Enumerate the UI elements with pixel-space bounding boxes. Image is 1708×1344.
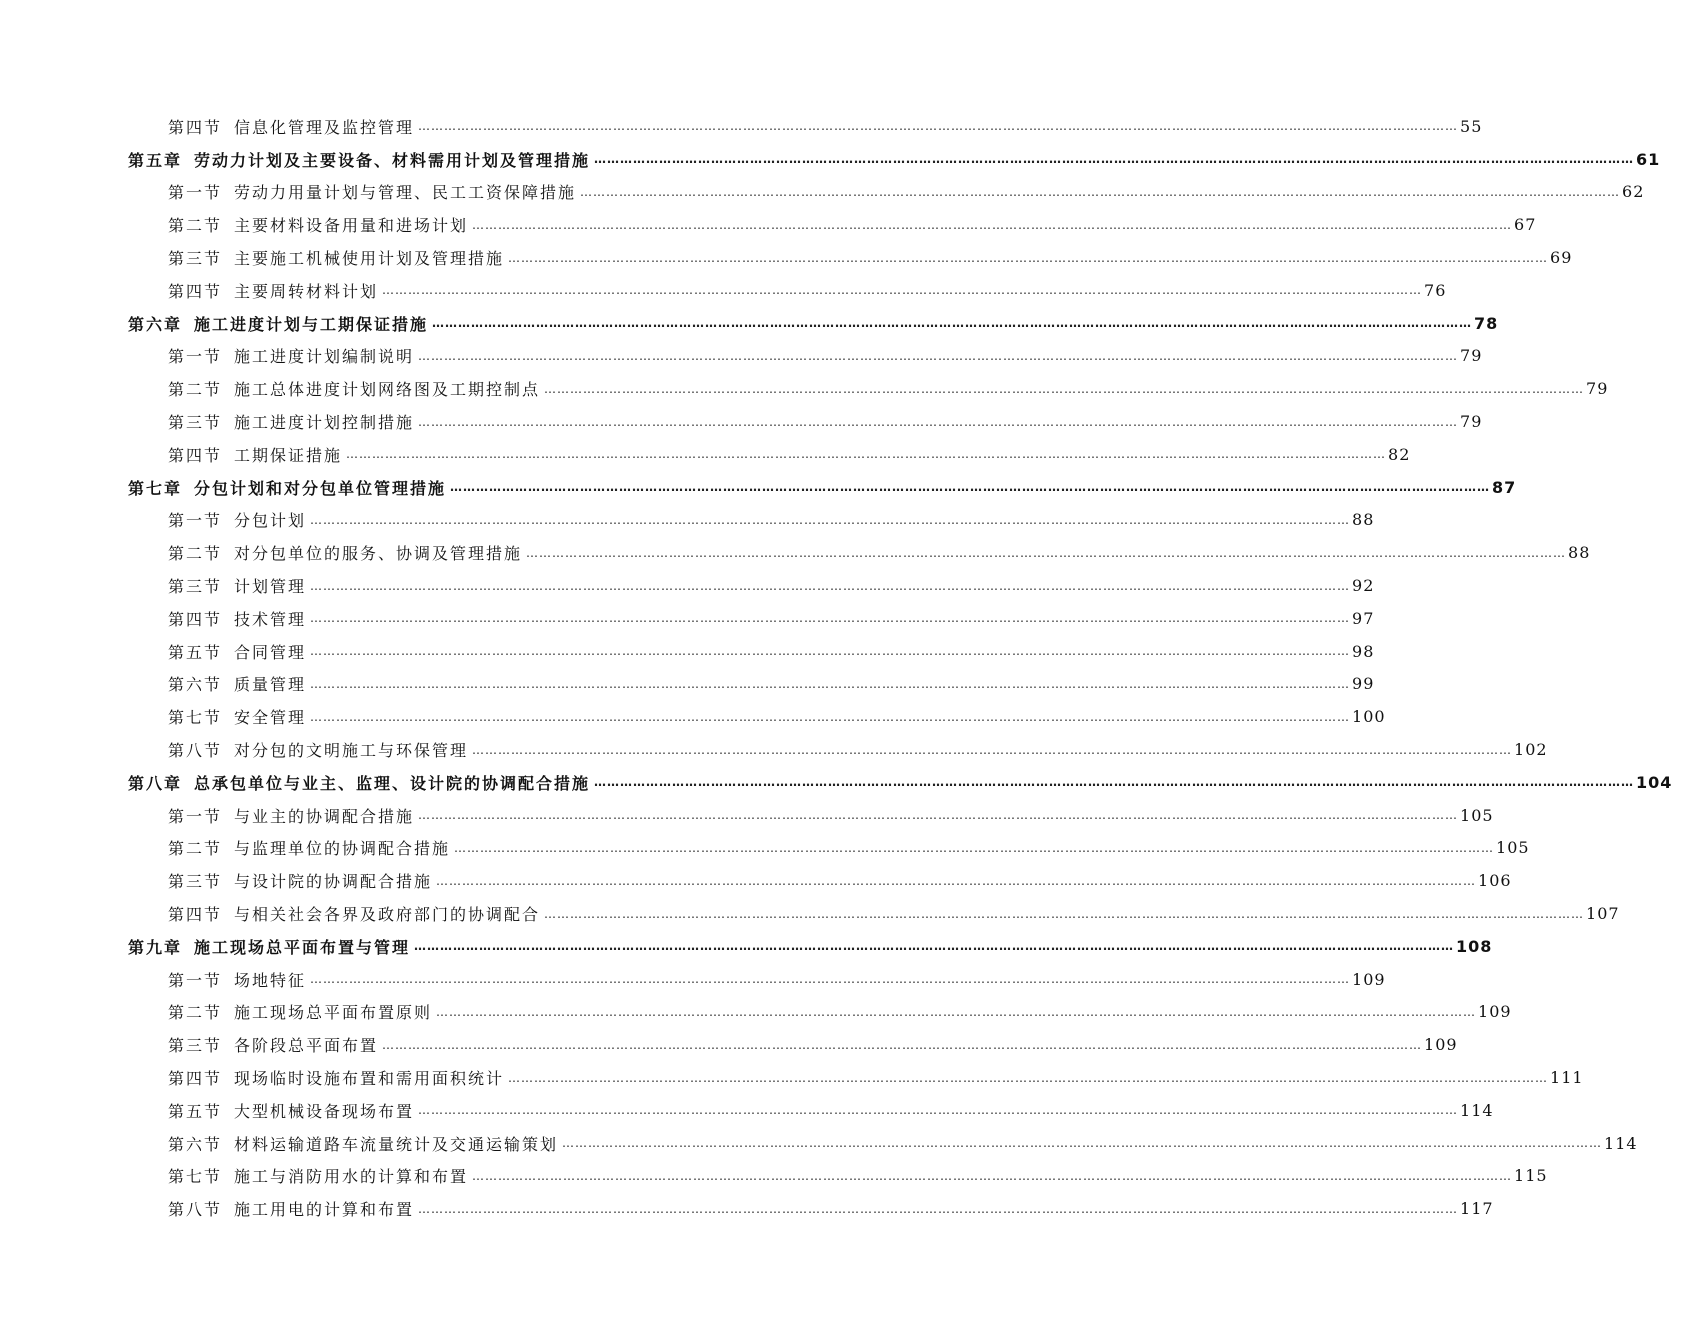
toc-entry-label [168,344,414,367]
toc-entry-number: 第二节 [168,216,223,236]
toc-entry-label [168,672,306,695]
toc-section-entry[interactable] [0,405,1483,438]
toc-section-entry[interactable] [0,700,1386,733]
toc-page-number: 99 [1352,674,1375,694]
toc-entry-number: 第四节 [168,445,223,465]
toc-entry-number: 第八节 [168,741,223,761]
toc-chapter-entry[interactable] [0,307,1499,340]
toc-leader-dots: …………………………………………………………………………………………………………………………………………………………………………………………………………………… [418,1103,1459,1118]
toc-entry-number: 第七节 [168,1167,223,1187]
toc-leader-dots: …………………………………………………………………………………………………………………………………………………………………………………………………………………… [508,1070,1549,1085]
toc-entry-title: 现场临时设施布置和需用面积统计 [234,1069,505,1088]
toc-leader-dots: …………………………………………………………………………………………………………………………………………………………………………………………………………………… [310,611,1351,626]
toc-section-entry[interactable] [0,504,1375,537]
toc-leader-dots: …………………………………………………………………………………………………………………………………………………………………………………………………………………… [544,381,1585,396]
toc-entry-number: 第四节 [168,1069,223,1088]
toc-entry-title: 与监理单位的协调配合措施 [234,839,451,859]
toc-leader-dots: …………………………………………………………………………………………………………………………………………………………………………………………………………………… [346,447,1387,462]
toc-entry-number: 第二节 [168,839,223,859]
toc-leader-dots: …………………………………………………………………………………………………………………………………………………………………………………………………………………… [418,414,1459,429]
toc-entry-label [168,1000,432,1023]
toc-entry-number: 第七节 [168,708,223,728]
toc-page-number: 62 [1622,182,1645,202]
toc-leader-dots: …………………………………………………………………………………………………………………………………………………………………………………………………………………… [382,283,1423,298]
toc-page-number: 55 [1460,116,1483,136]
toc-chapter-entry[interactable] [0,766,1673,799]
toc-page-number: 98 [1352,641,1375,661]
toc-leader-dots: …………………………………………………………………………………………………………………………………………………………………………………………………………………… [594,775,1635,790]
toc-section-entry[interactable] [0,438,1411,471]
toc-entry-number: 第七章 [128,478,183,498]
toc-section-entry[interactable] [0,1028,1458,1061]
toc-page-number: 105 [1460,805,1494,825]
toc-page-number: 79 [1460,412,1483,432]
toc-page-number: 69 [1550,248,1573,268]
toc-leader-dots: …………………………………………………………………………………………………………………………………………………………………………………………………………………… [594,152,1635,167]
toc-page-number: 79 [1460,346,1483,366]
toc-leader-dots: …………………………………………………………………………………………………………………………………………………………………………………………………………………… [310,972,1351,987]
toc-entry-title: 对分包单位的服务、协调及管理措施 [234,544,523,564]
toc-page-number: 107 [1586,904,1620,924]
toc-page-number: 67 [1514,215,1537,235]
table-of-contents [0,110,1673,1225]
toc-page-number: 76 [1424,280,1447,300]
toc-entry-label [168,213,468,236]
toc-page-number: 114 [1460,1100,1494,1120]
toc-section-entry[interactable] [0,241,1573,274]
toc-page-number: 102 [1514,740,1548,760]
toc-entry-label [168,968,306,991]
toc-entry-label [168,1066,504,1089]
toc-section-entry[interactable] [0,668,1375,701]
toc-page-number: 78 [1474,313,1499,333]
toc-entry-number: 第一节 [168,183,223,203]
toc-leader-dots: …………………………………………………………………………………………………………………………………………………………………………………………………………………… [472,742,1513,757]
toc-section-entry[interactable] [0,733,1548,766]
toc-page-number: 79 [1586,379,1609,399]
toc-entry-title: 各阶段总平面布置 [234,1036,379,1056]
toc-entry-number: 第五节 [168,1101,223,1121]
toc-entry-title: 计划管理 [234,577,307,597]
toc-entry-title: 对分包的文明施工与环保管理 [234,741,469,761]
toc-entry-title: 总承包单位与业主、监理、设计院的协调配合措施 [194,773,591,793]
toc-entry-number: 第九章 [128,937,183,957]
toc-entry-label [168,902,540,925]
toc-entry-label [168,180,576,203]
toc-entry-label [168,246,504,269]
toc-entry-title: 施工用电的计算和布置 [234,1200,415,1220]
toc-entry-title: 大型机械设备现场布置 [234,1101,415,1121]
toc-section-entry[interactable] [0,569,1375,602]
toc-page-number: 97 [1352,608,1375,628]
toc-entry-number: 第二节 [168,544,223,564]
toc-entry-number: 第六节 [168,675,223,695]
toc-page-number: 117 [1460,1199,1494,1219]
toc-leader-dots: …………………………………………………………………………………………………………………………………………………………………………………………………………………… [580,184,1621,199]
toc-entry-label [168,869,432,892]
toc-leader-dots: …………………………………………………………………………………………………………………………………………………………………………………………………………………… [310,676,1351,691]
toc-page-number: 82 [1388,444,1411,464]
toc-entry-number: 第三节 [168,413,223,433]
toc-leader-dots: …………………………………………………………………………………………………………………………………………………………………………………………………………………… [418,348,1459,363]
toc-entry-title: 主要施工机械使用计划及管理措施 [234,249,505,269]
toc-leader-dots: …………………………………………………………………………………………………………………………………………………………………………………………………………………… [418,808,1459,823]
toc-entry-title: 施工现场总平面布置原则 [234,1003,433,1023]
toc-section-entry[interactable] [0,799,1494,832]
toc-entry-number: 第一节 [168,511,223,531]
toc-page-number: 92 [1352,576,1375,596]
toc-entry-number: 第四节 [168,281,223,301]
toc-section-entry[interactable] [0,1127,1638,1160]
toc-entry-title: 劳动力用量计划与管理、民工工资保障措施 [234,183,577,203]
toc-section-entry[interactable] [0,1094,1494,1127]
toc-leader-dots: …………………………………………………………………………………………………………………………………………………………………………………………………………………… [310,644,1351,659]
toc-page-number: 105 [1496,838,1530,858]
toc-section-entry[interactable] [0,1160,1548,1193]
toc-leader-dots: …………………………………………………………………………………………………………………………………………………………………………………………………………………… [418,119,1459,134]
toc-entry-title: 分包计划和对分包单位管理措施 [194,478,447,498]
toc-entry-title: 材料运输道路车流量统计及交通运输策划 [234,1134,559,1154]
toc-section-entry[interactable] [0,372,1609,405]
toc-entry-number: 第五章 [128,150,183,170]
toc-section-entry[interactable] [0,536,1591,569]
toc-entry-label [128,771,590,794]
toc-entry-number: 第六节 [168,1134,223,1154]
toc-leader-dots: …………………………………………………………………………………………………………………………………………………………………………………………………………………… [544,906,1585,921]
toc-entry-label [168,607,306,630]
toc-leader-dots: …………………………………………………………………………………………………………………………………………………………………………………………………………………… [310,709,1351,724]
toc-entry-label [168,1099,414,1122]
toc-entry-title: 施工总体进度计划网络图及工期控制点 [234,380,541,400]
toc-entry-label [168,804,414,827]
toc-entry-label [128,935,410,958]
toc-leader-dots: …………………………………………………………………………………………………………………………………………………………………………………………………………………… [310,578,1351,593]
toc-entry-title: 施工进度计划控制措施 [234,413,415,433]
toc-entry-title: 与相关社会各界及政府部门的协调配合 [234,905,541,925]
toc-section-entry[interactable] [0,635,1375,668]
toc-section-entry[interactable] [0,176,1645,209]
toc-section-entry[interactable] [0,832,1530,865]
toc-entry-label [168,279,378,302]
toc-section-entry[interactable] [0,274,1447,307]
toc-entry-number: 第一节 [168,806,223,826]
toc-entry-label [168,574,306,597]
toc-entry-title: 技术管理 [234,609,307,629]
toc-entry-label [168,541,522,564]
toc-entry-title: 劳动力计划及主要设备、材料需用计划及管理措施 [194,150,591,170]
toc-leader-dots: …………………………………………………………………………………………………………………………………………………………………………………………………………………… [450,480,1491,495]
toc-section-entry[interactable] [0,864,1512,897]
toc-entry-title: 场地特征 [234,970,307,990]
toc-leader-dots: …………………………………………………………………………………………………………………………………………………………………………………………………………………… [382,1037,1423,1052]
toc-page-number: 109 [1424,1035,1458,1055]
toc-leader-dots: …………………………………………………………………………………………………………………………………………………………………………………………………………………… [436,1004,1477,1019]
toc-entry-number: 第四节 [168,609,223,629]
toc-page-number: 87 [1492,477,1517,497]
toc-entry-label [168,705,306,728]
toc-entry-number: 第一节 [168,347,223,367]
toc-entry-number: 第八节 [168,1200,223,1220]
toc-entry-number: 第二节 [168,1003,223,1023]
toc-page-number: 88 [1352,510,1375,530]
toc-entry-number: 第二节 [168,380,223,400]
toc-entry-title: 信息化管理及监控管理 [234,117,415,137]
toc-entry-title: 施工进度计划编制说明 [234,347,415,367]
toc-entry-title: 施工进度计划与工期保证措施 [194,314,429,334]
toc-entry-label [168,377,540,400]
toc-section-entry[interactable] [0,1061,1584,1094]
toc-page-number: 115 [1514,1166,1548,1186]
toc-leader-dots: …………………………………………………………………………………………………………………………………………………………………………………………………………………… [526,545,1567,560]
toc-chapter-entry[interactable] [0,471,1517,504]
toc-entry-label [168,1164,468,1187]
toc-page-number: 108 [1456,936,1493,956]
toc-leader-dots: …………………………………………………………………………………………………………………………………………………………………………………………………………………… [432,316,1473,331]
toc-section-entry[interactable] [0,996,1512,1029]
toc-entry-label [168,1132,558,1155]
toc-section-entry[interactable] [0,110,1483,143]
toc-entry-title: 质量管理 [234,675,307,695]
toc-entry-label [168,1033,378,1056]
toc-leader-dots: …………………………………………………………………………………………………………………………………………………………………………………………………………………… [562,1136,1603,1151]
toc-entry-label [168,1197,414,1220]
toc-entry-label [168,836,450,859]
toc-entry-title: 与设计院的协调配合措施 [234,872,433,892]
toc-page-number: 109 [1478,1002,1512,1022]
toc-page-number: 88 [1568,543,1591,563]
toc-entry-label [128,148,590,171]
toc-entry-number: 第三节 [168,872,223,892]
toc-entry-label [168,443,342,466]
toc-leader-dots: …………………………………………………………………………………………………………………………………………………………………………………………………………………… [472,1168,1513,1183]
toc-entry-title: 工期保证措施 [234,445,343,465]
toc-page-number: 100 [1352,707,1386,727]
toc-entry-title: 与业主的协调配合措施 [234,806,415,826]
toc-chapter-entry[interactable] [0,930,1493,963]
toc-chapter-entry[interactable] [0,143,1661,176]
toc-entry-label [168,508,306,531]
toc-entry-label [168,115,414,138]
toc-entry-label [128,312,428,335]
toc-entry-number: 第三节 [168,577,223,597]
toc-section-entry[interactable] [0,208,1537,241]
toc-leader-dots: …………………………………………………………………………………………………………………………………………………………………………………………………………………… [436,873,1477,888]
toc-entry-number: 第一节 [168,970,223,990]
toc-leader-dots: …………………………………………………………………………………………………………………………………………………………………………………………………………………… [418,1201,1459,1216]
toc-entry-title: 主要周转材料计划 [234,281,379,301]
toc-page-number: 61 [1636,149,1661,169]
toc-entry-title: 分包计划 [234,511,307,531]
toc-page-number: 109 [1352,969,1386,989]
toc-entry-title: 安全管理 [234,708,307,728]
toc-entry-title: 施工与消防用水的计算和布置 [234,1167,469,1187]
toc-section-entry[interactable] [0,340,1483,373]
toc-entry-title: 施工现场总平面布置与管理 [194,937,411,957]
toc-leader-dots: …………………………………………………………………………………………………………………………………………………………………………………………………………………… [472,217,1513,232]
toc-section-entry[interactable] [0,963,1386,996]
toc-leader-dots: …………………………………………………………………………………………………………………………………………………………………………………………………………………… [414,939,1455,954]
toc-section-entry[interactable] [0,602,1375,635]
toc-entry-label [168,738,468,761]
toc-entry-number: 第八章 [128,773,183,793]
toc-entry-label [128,476,446,499]
toc-leader-dots: …………………………………………………………………………………………………………………………………………………………………………………………………………………… [508,250,1549,265]
toc-entry-number: 第三节 [168,1036,223,1056]
toc-leader-dots: …………………………………………………………………………………………………………………………………………………………………………………………………………………… [310,512,1351,527]
toc-section-entry[interactable] [0,1192,1494,1225]
toc-entry-number: 第五节 [168,642,223,662]
toc-entry-number: 第三节 [168,249,223,269]
toc-entry-number: 第六章 [128,314,183,334]
toc-entry-title: 主要材料设备用量和进场计划 [234,216,469,236]
toc-entry-label [168,640,306,663]
toc-page-number: 106 [1478,871,1512,891]
toc-page-number: 114 [1604,1133,1638,1153]
toc-entry-number: 第四节 [168,905,223,925]
toc-page-number: 104 [1636,772,1673,792]
toc-page-number: 111 [1550,1068,1584,1087]
toc-leader-dots: …………………………………………………………………………………………………………………………………………………………………………………………………………………… [454,840,1495,855]
toc-section-entry[interactable] [0,897,1620,930]
toc-entry-number: 第四节 [168,117,223,137]
toc-entry-label [168,410,414,433]
toc-entry-title: 合同管理 [234,642,307,662]
